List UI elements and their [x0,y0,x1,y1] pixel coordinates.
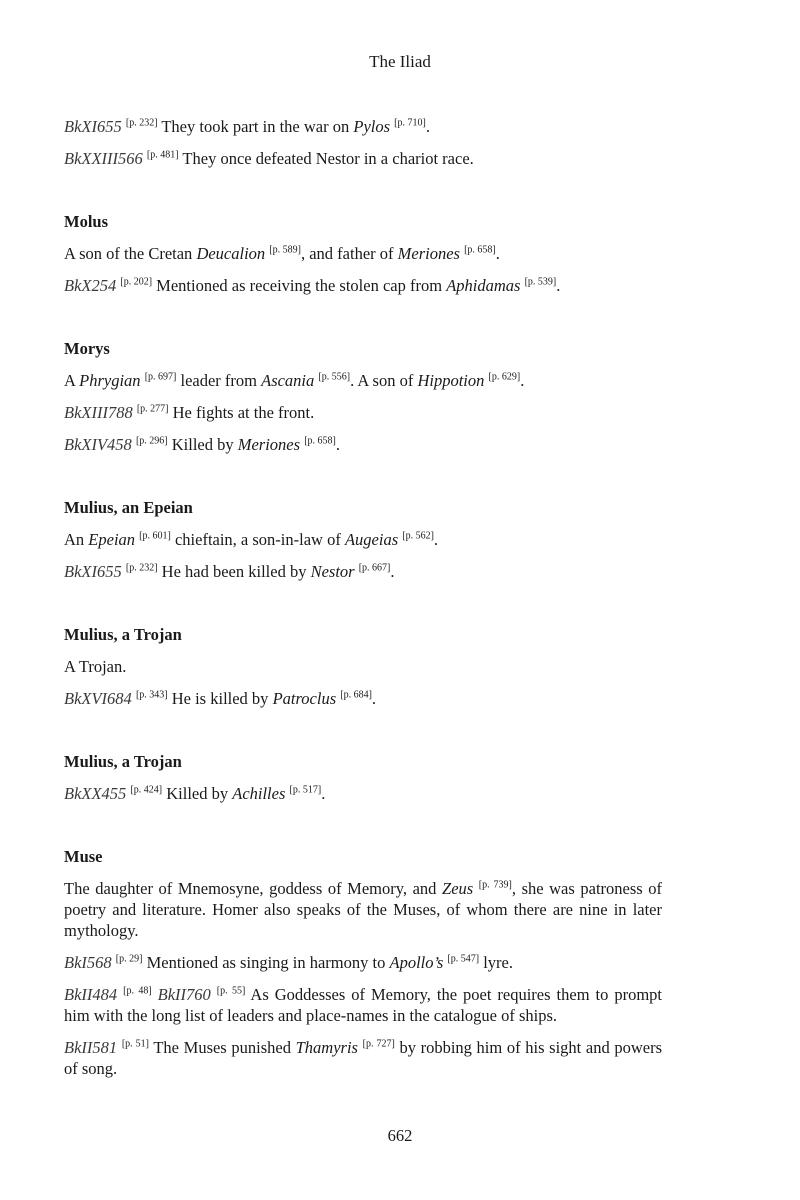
entry-muse [64,846,662,1079]
page-reference[interactable]: [p. 667] [358,562,391,574]
entry-line [64,656,662,677]
name-link[interactable]: Meriones [237,435,301,454]
entry-heading: Muse [64,847,103,866]
line-text: A son of the Cretan [64,244,197,263]
line-text: chieftain, a son-in-law of [170,530,345,549]
page-reference[interactable]: [p. 232] [125,117,158,129]
entry-line [64,878,662,941]
page-reference[interactable]: [p. 48] [123,985,152,997]
name-link[interactable]: Epeian [88,530,136,549]
name-link[interactable]: Thamyris [295,1038,358,1057]
page-reference[interactable]: [p. 658] [464,244,496,256]
entry-line [64,952,662,973]
line-text: Mentioned as singing in harmony to [142,953,390,972]
page-reference[interactable]: [p. 589] [269,244,301,256]
page-reference[interactable]: [p. 562] [402,530,434,542]
line-text: He fights at the front. [168,403,315,422]
line-text: . [321,784,326,803]
page-reference[interactable]: [p. 55] [216,985,246,997]
page-reference[interactable]: [p. 684] [340,689,372,701]
line-text: A Trojan. [64,657,127,676]
page-number: 662 [387,1126,413,1145]
line-text: A [64,371,80,390]
entry-line [64,402,662,423]
line-text: . [371,689,377,708]
line-text: , and father of [300,244,398,263]
line-text: . [433,530,439,549]
entry-line [64,984,662,1026]
line-text: He had been killed by [157,562,311,581]
entry-heading: Mulius, a Trojan [64,625,182,644]
line-text: . [425,117,430,136]
book-reference[interactable]: BkXX455 [64,784,127,803]
name-link[interactable]: Zeus [442,879,474,898]
page-reference[interactable]: [p. 481] [146,149,179,161]
page-reference[interactable]: [p. 629] [488,371,521,383]
name-link[interactable]: Ascania [261,371,315,390]
line-text: Killed by [167,435,238,454]
page-reference[interactable]: [p. 539] [524,276,557,288]
page-reference[interactable]: [p. 296] [135,435,168,447]
line-text: lyre. [479,953,513,972]
glossary-content [64,116,662,1079]
entry-molus [64,211,662,296]
name-link[interactable]: Phrygian [79,371,141,390]
book-reference[interactable]: BkII760 [157,985,211,1004]
page-reference[interactable]: [p. 517] [289,784,322,796]
entry-heading: Mulius, a Trojan [64,752,182,771]
page-reference[interactable]: [p. 601] [139,530,171,542]
entry-line [64,370,662,391]
entry-heading: Molus [64,212,109,231]
name-link[interactable]: Aphidamas [446,276,521,295]
page-reference[interactable]: [p. 727] [362,1038,395,1050]
line-text: , she was patroness of poetry and literature. Homer also speaks of the Muses, of whom there are nine in later mythology. [64,879,663,940]
book-reference[interactable]: BkXXIII566 [64,149,143,168]
line-text: Mentioned as receiving the stolen cap from [152,276,447,295]
page-reference[interactable]: [p. 202] [120,276,153,288]
name-link[interactable]: Meriones [397,244,460,263]
entry-line [64,783,662,804]
line-text: leader from [176,371,262,390]
name-link[interactable]: Apollo’s [389,953,444,972]
entry-line [64,148,662,169]
book-reference[interactable]: BkXVI684 [64,689,132,708]
book-reference[interactable]: BkXIV458 [64,435,132,454]
page-reference[interactable]: [p. 658] [304,435,336,447]
name-link[interactable]: Pylos [353,117,391,136]
page-reference[interactable]: [p. 710] [394,117,426,129]
name-link[interactable]: Patroclus [272,689,337,708]
page-reference[interactable]: [p. 697] [144,371,177,383]
entry-mulius-trojan-2 [64,751,662,804]
line-text: The daughter of Mnemosyne, goddess of Memory, and [64,879,443,898]
line-text: They took part in the war on [157,117,354,136]
name-link[interactable]: Achilles [232,784,286,803]
entry-line [64,275,662,296]
entry-line [64,688,662,709]
page-reference[interactable]: [p. 556] [318,371,351,383]
book-reference[interactable]: BkXI655 [64,117,122,136]
line-text: . [556,276,561,295]
entry-mulius-epeian [64,497,662,582]
entry-line [64,116,662,137]
name-link[interactable]: Augeias [344,530,399,549]
line-text: Killed by [162,784,233,803]
entry-line [64,1037,662,1079]
line-text: As Goddesses of Memory, the poet requires them to prompt him with the long list of leaders and place-names in the catalogue of ships. [64,985,662,1025]
page-reference[interactable]: [p. 51] [121,1038,149,1050]
page-reference[interactable]: [p. 232] [125,562,158,574]
line-text: They once defeated Nestor in a chariot race. [178,149,474,168]
line-text: by robbing him of his sight and powers of song. [64,1038,663,1078]
book-reference[interactable]: BkXIII788 [64,403,133,422]
page-reference[interactable]: [p. 29] [115,953,143,965]
page-reference[interactable]: [p. 547] [447,953,480,965]
running-head: The Iliad [369,52,431,71]
entry-line [64,561,662,582]
line-text: . [520,371,525,390]
entry-continuation [64,116,662,169]
page-reference[interactable]: [p. 424] [130,784,163,796]
entry-morys [64,338,662,455]
name-link[interactable]: Hippotion [417,371,485,390]
book-reference[interactable]: BkI568 [64,953,112,972]
name-link[interactable]: Deucalion [196,244,266,263]
line-text: An [64,530,89,549]
book-reference[interactable]: BkII581 [64,1038,118,1057]
line-text: . [495,244,500,263]
line-text: . [390,562,395,581]
line-text: He is killed by [167,689,273,708]
entry-heading: Mulius, an Epeian [64,498,193,517]
page-reference[interactable]: [p. 739] [478,879,512,891]
line-text: . A son of [350,371,418,390]
entry-line [64,243,662,264]
name-link[interactable]: Nestor [310,562,355,581]
entry-line [64,529,662,550]
book-reference[interactable]: BkXI655 [64,562,122,581]
page-reference[interactable]: [p. 343] [135,689,168,701]
entry-line [64,434,662,455]
line-text: . [335,435,340,454]
entry-mulius-trojan [64,624,662,709]
entry-heading: Morys [64,339,110,358]
book-reference[interactable]: BkII484 [64,985,118,1004]
book-reference[interactable]: BkX254 [64,276,117,295]
line-text: The Muses punished [149,1038,296,1057]
page-reference[interactable]: [p. 277] [136,403,169,415]
